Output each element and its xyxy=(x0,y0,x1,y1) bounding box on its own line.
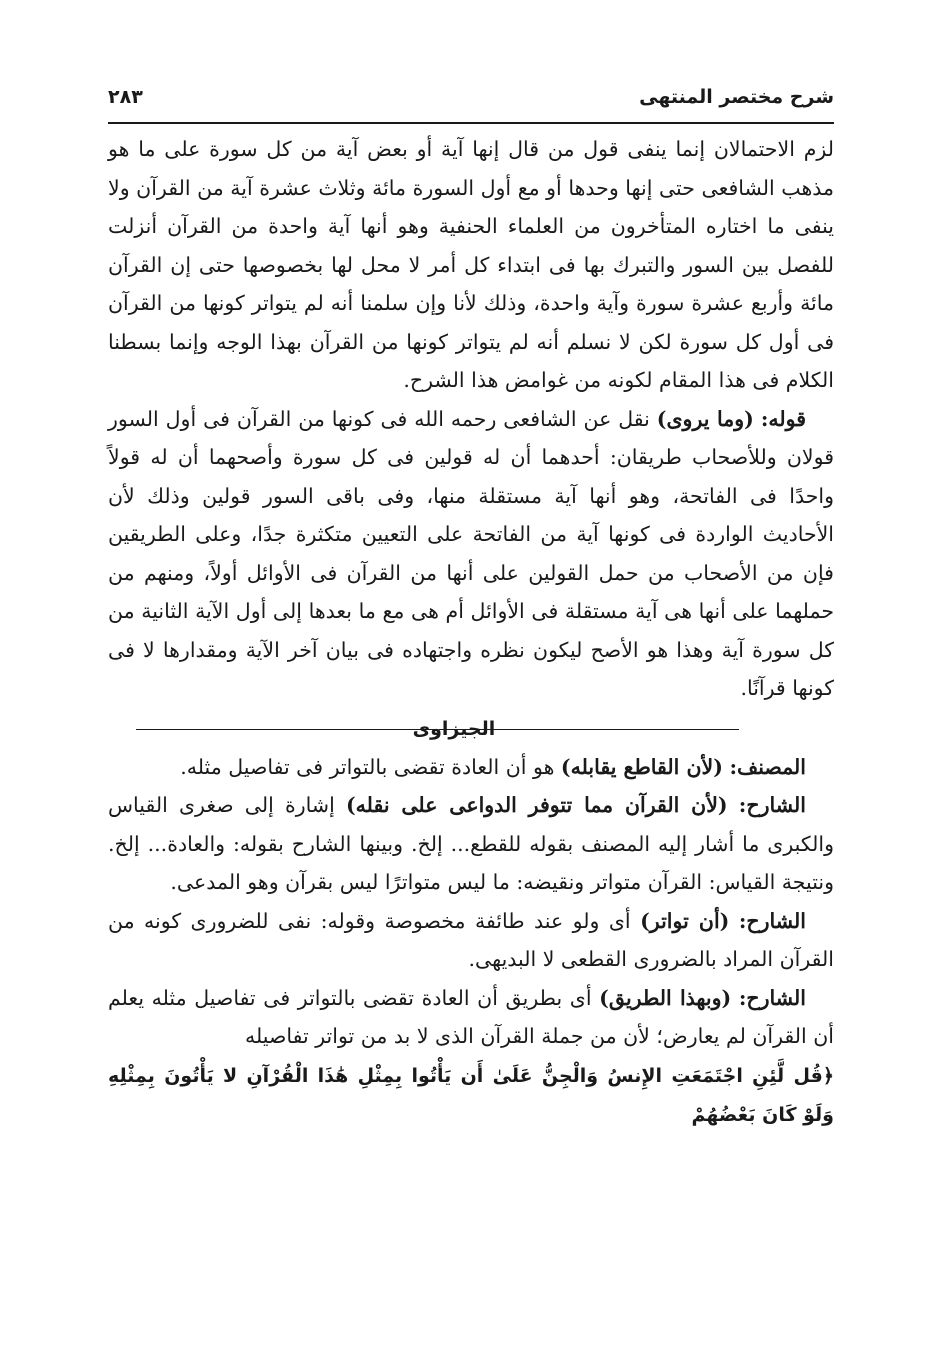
header-rule xyxy=(108,122,834,124)
book-title: شرح مختصر المنتهى xyxy=(639,86,834,108)
note-text: هو أن العادة تقضى بالتواتر فى تفاصيل مثله. xyxy=(180,754,561,779)
quoted-phrase: (وما يروى) xyxy=(656,406,754,431)
paragraph-qawluhu xyxy=(108,400,834,708)
paragraph-text: نقل عن الشافعى رحمه الله فى كونها من القرآن فى أول السور قولان وللأصحاب طريقان: أحدهما أن له قولين فى كل سورة وأصحهما أن له قولاً واحدًا فى الفاتحة، وهو أنها آية مستقلة منها، وفى باقى السور قولين وذلك لأن الأحاديث الواردة فى كونها آية من الفاتحة على التعيين متكثرة جدًا، وعلى الطريقين فإن من الأصحاب من حمل القولين على أنها من القرآن فى الأوائل أولاً، ومنهم من حملهما على أنها هى آية مستقلة فى الأوائل أم هى مع ما بعدها إلى أول الآية الثانية من كل سورة آية وهذا هو الأصح ليكون نظره واجتهاده فى بيان آخر الآية ومقدارها لا فى كونها قرآنًا. xyxy=(108,406,834,700)
note-quote: (وبهذا الطريق) xyxy=(599,985,732,1010)
note-paragraph xyxy=(108,979,834,1056)
note-quote: (لأن القاطع يقابله) xyxy=(560,754,723,779)
paragraph-top: لزم الاحتمالان إنما ينفى قول من قال إنها آية أو بعض آية من كل سورة على ما هو مذهب الشافعى حتى إنها وحدها أو مع أول السورة مائة وثلاث عشرة آية من القرآن ولا ينفى ما اختاره المتأخرون من العلماء الحنفية وهو أنها آية واحدة من القرآن أنزلت للفصل بين السور والتبرك بها فى ابتداء كل أمر لا محل لها بخصوصها حتى إن القرآن مائة وأربع عشرة سورة وآية واحدة، وذلك لأنا وإن سلمنا أنه لم يتواتر كونها من القرآن فى أول كل سورة لكن لا نسلم أنه لم يتواتر كونها من القرآن بهذا الوجه وإنما بسطنا الكلام فى هذا المقام لكونه من غوامض هذا الشرح. xyxy=(108,137,835,392)
note-quote: (لأن القرآن مما تتوفر الدواعى على نقله) xyxy=(345,793,728,817)
note-text: إشارة إلى صغرى القياس والكبرى ما أشار إليه المصنف بقوله للقطع... إلخ. وبينها الشارح بقوله: والعادة... إلخ. ونتيجة القياس: القرآن متواتر ونقيضه: ما ليس متواترًا ليس بقرآن وهو المدعى. xyxy=(108,793,834,894)
quran-verse: ﴿قُل لَّئِنِ اجْتَمَعَتِ الإِنسُ وَالْجِنُّ عَلَىٰ أَن يَأْتُوا بِمِثْلِ هَٰذَا الْقُرْآنِ لا يَأْتُونَ بِمِثْلِهِ وَلَوْ كَانَ بَعْضُهُمْ xyxy=(108,1064,834,1126)
page-body xyxy=(108,130,834,1135)
note-paragraph xyxy=(108,786,834,902)
page-header xyxy=(108,80,834,120)
note-text: أى ولو عند طائفة مخصوصة وقوله: نفى للضرورى كونه من القرآن المراد بالضرورى القطعى لا البديهى. xyxy=(108,908,834,971)
note-lead: الشارح: xyxy=(738,908,806,933)
note-lead: الشارح: xyxy=(738,793,806,817)
page-number: ٢٨٣ xyxy=(108,86,143,108)
commentary-divider xyxy=(108,710,834,748)
note-paragraph xyxy=(108,748,834,787)
quran-verse-line xyxy=(108,1056,834,1135)
note-paragraph xyxy=(108,902,834,979)
paragraph-lead: قوله: xyxy=(760,406,807,431)
note-quote: (أن تواتر) xyxy=(640,908,730,933)
note-lead: الشارح: xyxy=(738,985,806,1010)
divider-line-left xyxy=(136,729,436,730)
note-lead: المصنف: xyxy=(729,754,806,779)
note-text: أى بطريق أن العادة تقضى بالتواتر فى تفاصيل مثله يعلم أن القرآن لم يعارض؛ لأن من جملة القرآن الذى لا بد من تواتر تفاصيله xyxy=(108,985,834,1048)
divider-label: الجيزاوى xyxy=(412,717,496,740)
